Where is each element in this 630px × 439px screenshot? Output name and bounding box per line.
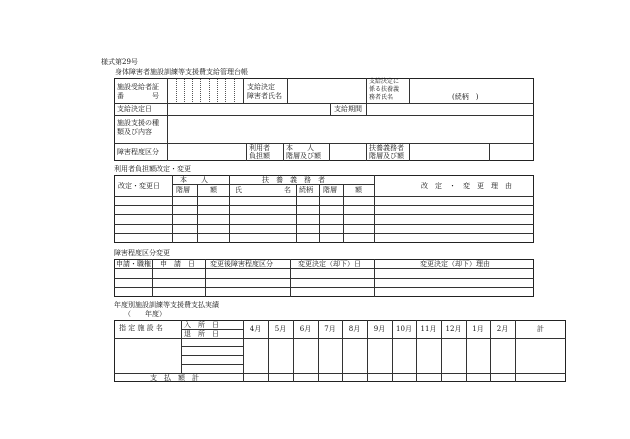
- payment-title: 年度別施設訓練等支援費支払実績: [114, 301, 219, 309]
- month-header: 7月: [324, 325, 336, 333]
- discharge-date-header: 退 所 日: [184, 330, 219, 338]
- form-number: 様式第29号: [101, 58, 138, 66]
- month-header: 5月: [274, 325, 287, 333]
- paid-total-label: 支 払 額 計: [150, 374, 199, 382]
- month-header: 8月: [348, 325, 361, 333]
- fiscal-year: （ 年度）: [124, 310, 166, 318]
- admission-date-header: 入 所 日: [184, 321, 219, 329]
- decision-reason-header: 変更決定（却下）理由: [420, 260, 490, 268]
- month-header: 11月: [420, 325, 437, 333]
- change-date-header: 改定・変更日: [118, 182, 160, 190]
- user-burden-label-2: 負担額: [249, 152, 270, 160]
- service-kind-label: 施設支援の種: [117, 119, 159, 127]
- month-header: 1月: [472, 325, 484, 333]
- total-header: 計: [537, 325, 544, 333]
- amount-header: 額: [210, 186, 217, 194]
- grade-label: 障害程度区分: [117, 148, 159, 156]
- user-burden-label: 利用者: [249, 144, 270, 152]
- supporter-label-2: 階層及び額: [369, 152, 404, 160]
- decision-date-label: 支給決定日: [117, 105, 152, 113]
- apply-date-header: 申 請 日: [160, 260, 195, 268]
- month-header: 4月: [249, 325, 262, 333]
- guardian-header: 扶 養 義 務 者: [262, 176, 325, 184]
- burden-change-title: 利用者負担額改定・変更: [114, 165, 191, 173]
- self-header: 本 人: [180, 176, 208, 184]
- tier-header: 階層: [176, 186, 190, 194]
- amount2-header: 額: [355, 186, 362, 194]
- decision-date-header: 変更決定（却下）日: [298, 260, 361, 268]
- month-header: 2月: [496, 325, 509, 333]
- relation-label: (続柄 ): [452, 93, 479, 101]
- recipient-no-label: 施設受給者証: [117, 83, 159, 91]
- month-header: 12月: [445, 325, 462, 333]
- facility-header: 指 定 施 設 名: [119, 324, 163, 332]
- reason-header: 改 定 ・ 変 更 理 由: [421, 182, 512, 190]
- page-title: 身体障害者施設訓練等支援費支給管理台帳: [115, 68, 248, 76]
- guardian-label: 支給決定に: [369, 78, 400, 85]
- info-block: [114, 78, 534, 161]
- tier2-header: 階層: [323, 186, 337, 194]
- name-header-1: 氏: [235, 186, 242, 194]
- name-header-2: 名: [284, 186, 291, 194]
- guardian-label-2: 係る扶養義: [369, 86, 400, 93]
- decided-person-label-2: 障害者氏名: [247, 92, 282, 100]
- month-header: 10月: [396, 325, 412, 333]
- relation-header: 続柄: [299, 186, 313, 194]
- period-label: 支給期間: [334, 105, 362, 113]
- decided-person-label: 支給決定: [247, 83, 275, 91]
- supporter-label: 扶養義務者: [369, 144, 404, 152]
- self-label-2: 階層及び額: [286, 152, 321, 160]
- grade-change-title: 障害程度区分変更: [114, 249, 170, 257]
- new-grade-header: 変更後障害程度区分: [210, 260, 273, 268]
- self-label: 本 人: [286, 144, 314, 152]
- month-header: 6月: [299, 325, 312, 333]
- service-kind-label-2: 類及び内容: [117, 128, 152, 136]
- recipient-no-label-2: 番 号: [117, 92, 159, 100]
- apply-type-header: 申請・職権: [116, 260, 151, 268]
- guardian-label-3: 務者氏名: [369, 94, 394, 101]
- month-header: 9月: [373, 325, 386, 333]
